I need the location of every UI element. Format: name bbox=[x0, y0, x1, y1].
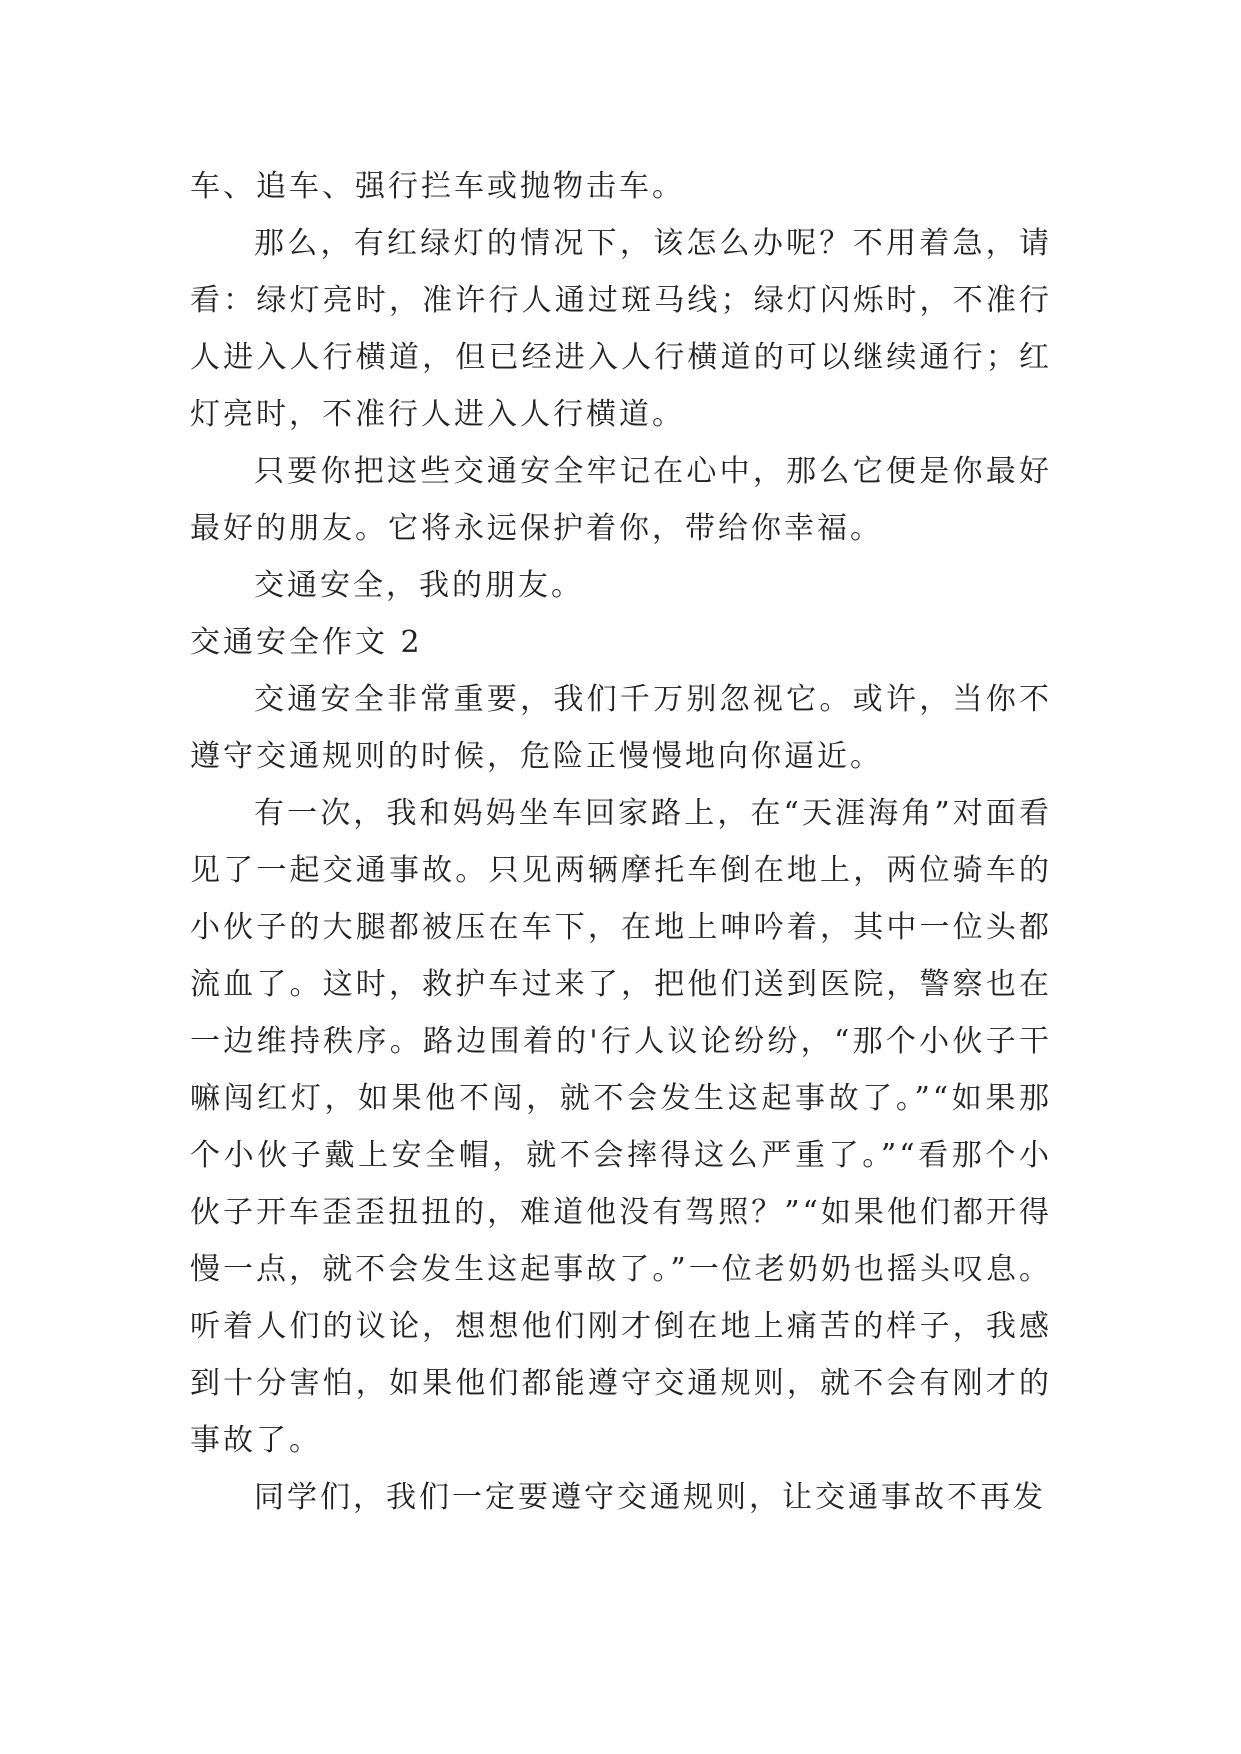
document-body bbox=[190, 158, 1052, 1526]
paragraph-traffic-lights: 那么，有红绿灯的情况下，该怎么办呢？不用着急，请看：绿灯亮时，准许行人通过斑马线；绿灯闪烁时，不准行人进入人行横道，但已经进入人行横道的可以继续通行；红灯亮时，不准行人进入人行横道。 bbox=[190, 226, 1052, 432]
paragraph-accident-story: 有一次，我和妈妈坐车回家路上，在“天涯海角”对面看见了一起交通事故。只见两辆摩托车倒在地上，两位骑车的小伙子的大腿都被压在车下，在地上呻吟着，其中一位头都流血了。这时，救护车过来了，把他们送到医院，警察也在一边维持秩序。路边围着的'行人议论纷纷，“那个小伙子干嘛闯红灯，如果他不闯，就不会发生这起事故了。”“如果那个小伙子戴上安全帽，就不会摔得这么严重了。”“看那个小伙子开车歪歪扭扭的，难道他没有驾照？”“如果他们都开得慢一点，就不会发生这起事故了。”一位老奶奶也摇头叹息。听着人们的议论，想想他们刚才倒在地上痛苦的样子，我感到十分害怕，如果他们都能遵守交通规则，就不会有刚才的事故了。 bbox=[190, 796, 1052, 1458]
paragraph-importance: 交通安全非常重要，我们千万别忽视它。或许，当你不遵守交通规则的时候，危险正慢慢地向你逼近。 bbox=[190, 682, 1052, 774]
section-title: 交通安全作文 2 bbox=[190, 625, 423, 660]
paragraph-call-to-action: 同学们，我们一定要遵守交通规则，让交通事故不再发 bbox=[254, 1480, 1046, 1515]
paragraph-my-friend: 交通安全，我的朋友。 bbox=[254, 568, 584, 603]
paragraph-continuation: 车、追车、强行拦车或抛物击车。 bbox=[190, 169, 685, 204]
paragraph-remember-safety: 只要你把这些交通安全牢记在心中，那么它便是你最好最好的朋友。它将永远保护着你，带给你幸福。 bbox=[190, 454, 1052, 546]
